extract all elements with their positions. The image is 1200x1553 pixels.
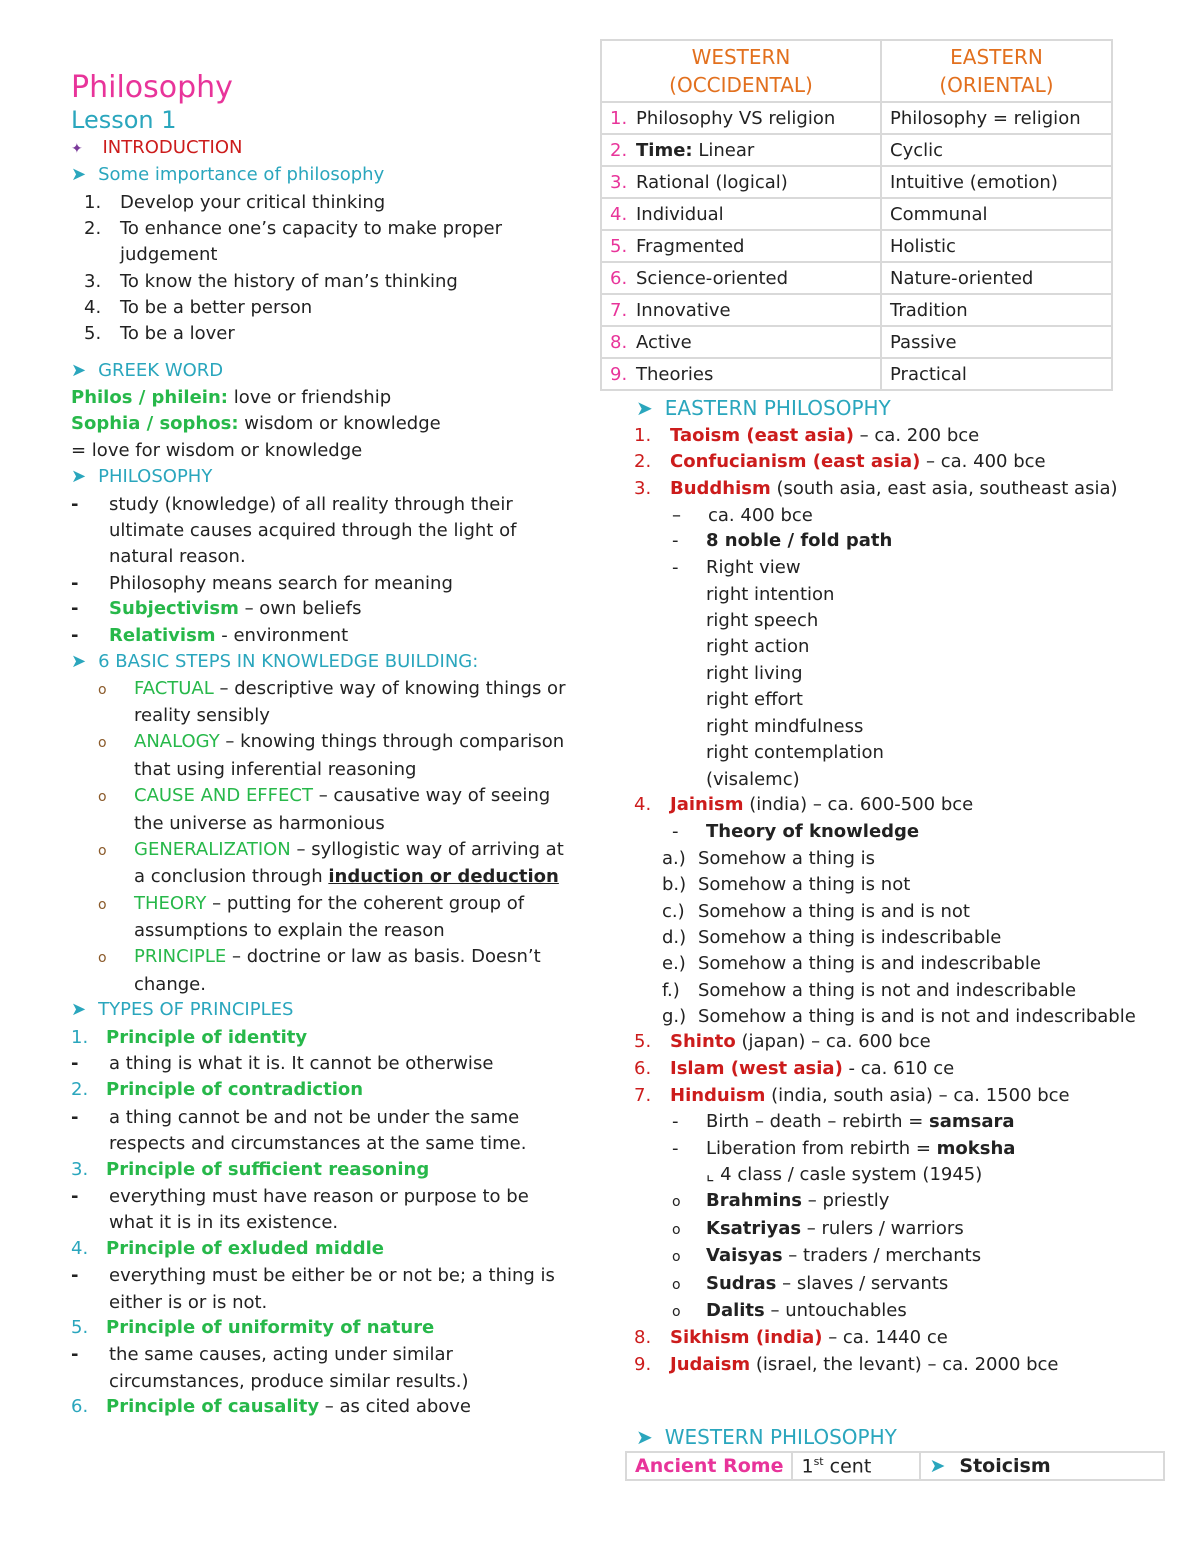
caste-item: o Ksatriyas – rulers / warriors bbox=[672, 1218, 964, 1239]
list-item-cont: natural reason. bbox=[109, 546, 246, 567]
table-row: 1. Philosophy VS religion Philosophy = religion bbox=[601, 102, 1112, 134]
religion-item: 7. Hinduism (india, south asia) – ca. 1500 bce bbox=[634, 1085, 1070, 1106]
table-row: 5. Fragmented Holistic bbox=[601, 230, 1112, 262]
principle-item: 3. Principle of sufficient reasoning bbox=[71, 1159, 430, 1180]
importance-heading: ➤ Some importance of philosophy bbox=[71, 164, 385, 185]
western-heading: ➤ WESTERN PHILOSOPHY bbox=[636, 1425, 897, 1449]
path-item: right mindfulness bbox=[706, 716, 864, 737]
jain-item: a.) Somehow a thing is bbox=[662, 848, 876, 869]
caste-item: o Brahmins – priestly bbox=[672, 1190, 890, 1211]
principles-heading: ➤ TYPES OF PRINCIPLES bbox=[71, 999, 294, 1020]
jain-item: f.) Somehow a thing is not and indescribable bbox=[662, 980, 1077, 1001]
sub-item: - 8 noble / fold path bbox=[672, 530, 893, 551]
step-item-cont: reality sensibly bbox=[134, 705, 270, 726]
religion-item: 1. Taoism (east asia) – ca. 200 bce bbox=[634, 425, 980, 446]
religion-item: 9. Judaism (israel, the levant) – ca. 2000 bce bbox=[634, 1354, 1059, 1375]
step-item: o FACTUAL – descriptive way of knowing things or bbox=[98, 678, 566, 699]
religion-item: 3. Buddhism (south asia, east asia, southeast asia) bbox=[634, 478, 1118, 499]
table-row bbox=[626, 1452, 1164, 1480]
arrow-bullet-icon: ➤ bbox=[71, 651, 87, 672]
list-item-cont: judgement bbox=[120, 244, 218, 265]
sub-item: - Theory of knowledge bbox=[672, 821, 920, 842]
table-row: 7. Innovative Tradition bbox=[601, 294, 1112, 326]
list-item: - Subjectivism – own beliefs bbox=[71, 598, 362, 619]
principle-item: 2. Principle of contradiction bbox=[71, 1079, 364, 1100]
principle-item: 4. Principle of exluded middle bbox=[71, 1238, 385, 1259]
step-item-cont: assumptions to explain the reason bbox=[134, 920, 445, 941]
arrow-bullet-icon: ➤ bbox=[71, 999, 87, 1020]
principle-desc: - a thing cannot be and not be under the same bbox=[71, 1107, 520, 1128]
arrow-bullet-icon: ➤ bbox=[636, 1425, 653, 1449]
caste-item: o Sudras – slaves / servants bbox=[672, 1273, 949, 1294]
list-item: 3. To know the history of man’s thinking bbox=[84, 271, 458, 292]
principle-desc-cont: respects and circumstances at the same time. bbox=[109, 1133, 527, 1154]
table-row: 3. Rational (logical) Intuitive (emotion) bbox=[601, 166, 1112, 198]
arrow-bullet-icon: ➤ bbox=[71, 466, 87, 487]
step-item: o GENERALIZATION – syllogistic way of arriving at bbox=[98, 839, 564, 860]
principle-desc: - everything must be either be or not be; a thing is bbox=[71, 1265, 555, 1286]
sub-item: - Birth – death – rebirth = samsara bbox=[672, 1111, 1015, 1132]
sub-item: ⌞ 4 class / casle system (1945) bbox=[706, 1164, 983, 1185]
religion-item: 5. Shinto (japan) – ca. 600 bce bbox=[634, 1031, 931, 1052]
principle-desc-cont: what it is in its existence. bbox=[109, 1212, 339, 1233]
principle-desc-cont: circumstances, produce similar results.) bbox=[109, 1371, 469, 1392]
step-item: o THEORY – putting for the coherent group of bbox=[98, 893, 525, 914]
principle-desc: - the same causes, acting under similar bbox=[71, 1344, 453, 1365]
comparison-table bbox=[600, 39, 1113, 391]
page-title: Philosophy bbox=[71, 70, 233, 105]
list-item-cont: ultimate causes acquired through the light of bbox=[109, 520, 517, 541]
jain-item: e.) Somehow a thing is and indescribable bbox=[662, 953, 1041, 974]
step-item: o CAUSE AND EFFECT – causative way of seeing bbox=[98, 785, 551, 806]
table-row: 4. Individual Communal bbox=[601, 198, 1112, 230]
step-item: o PRINCIPLE – doctrine or law as basis. Doesn’t bbox=[98, 946, 541, 967]
table-row: 9. Theories Practical bbox=[601, 358, 1112, 390]
list-item: - Relativism - environment bbox=[71, 625, 349, 646]
list-item: 2. To enhance one’s capacity to make proper bbox=[84, 218, 502, 239]
religion-item: 2. Confucianism (east asia) – ca. 400 bce bbox=[634, 451, 1046, 472]
path-item: right intention bbox=[706, 584, 835, 605]
jain-item: c.) Somehow a thing is and is not bbox=[662, 901, 970, 922]
step-item: o ANALOGY – knowing things through comparison bbox=[98, 731, 565, 752]
arrow-bullet-icon: ➤ bbox=[71, 164, 87, 185]
arrow-bullet-icon: ➤ bbox=[636, 396, 653, 420]
principle-desc: - everything must have reason or purpose to be bbox=[71, 1186, 529, 1207]
principle-desc: - a thing is what it is. It cannot be otherwise bbox=[71, 1053, 494, 1074]
intro-heading: ✦ INTRODUCTION bbox=[71, 137, 243, 158]
eastern-header: EASTERN (ORIENTAL) bbox=[881, 40, 1112, 102]
principle-item: 5. Principle of uniformity of nature bbox=[71, 1317, 435, 1338]
list-item: 1. Develop your critical thinking bbox=[84, 192, 386, 213]
western-header: WESTERN (OCCIDENTAL) bbox=[601, 40, 881, 102]
table-row: 6. Science-oriented Nature-oriented bbox=[601, 262, 1112, 294]
diamond-bullet-icon: ✦ bbox=[71, 141, 83, 157]
list-item: - Philosophy means search for meaning bbox=[71, 573, 453, 594]
list-item: 4. To be a better person bbox=[84, 297, 313, 318]
jain-item: b.) Somehow a thing is not bbox=[662, 874, 911, 895]
eastern-heading: ➤ EASTERN PHILOSOPHY bbox=[636, 396, 891, 420]
path-item: (visalemc) bbox=[706, 769, 800, 790]
caste-item: o Dalits – untouchables bbox=[672, 1300, 907, 1321]
caste-item: o Vaisyas – traders / merchants bbox=[672, 1245, 982, 1266]
list-item: 5. To be a lover bbox=[84, 323, 235, 344]
jain-item: d.) Somehow a thing is indescribable bbox=[662, 927, 1002, 948]
steps-heading: ➤ 6 BASIC STEPS IN KNOWLEDGE BUILDING: bbox=[71, 651, 479, 672]
lesson-title: Lesson 1 bbox=[71, 106, 177, 134]
religion-item: 8. Sikhism (india) – ca. 1440 ce bbox=[634, 1327, 948, 1348]
table-row: 2. Time: Linear Cyclic bbox=[601, 134, 1112, 166]
school-cell: ➤ Stoicism bbox=[920, 1452, 1164, 1480]
arrow-bullet-icon: ➤ bbox=[929, 1455, 946, 1477]
greek-heading: ➤ GREEK WORD bbox=[71, 360, 224, 381]
path-item: right effort bbox=[706, 689, 803, 710]
step-item-cont: a conclusion through induction or deduction bbox=[134, 866, 559, 887]
sub-item: - Liberation from rebirth = moksha bbox=[672, 1138, 1016, 1159]
step-item-cont: change. bbox=[134, 974, 206, 995]
principle-desc-cont: either is or is not. bbox=[109, 1292, 268, 1313]
list-item: - study (knowledge) of all reality through their bbox=[71, 494, 513, 515]
greek-result: = love for wisdom or knowledge bbox=[71, 440, 363, 461]
path-item: right living bbox=[706, 663, 803, 684]
path-item: right action bbox=[706, 636, 810, 657]
religion-item: 4. Jainism (india) – ca. 600-500 bce bbox=[634, 794, 974, 815]
western-table bbox=[625, 1451, 1165, 1481]
sub-item: - Right view bbox=[672, 557, 801, 578]
path-item: right contemplation bbox=[706, 742, 884, 763]
principle-item: 6. Principle of causality – as cited above bbox=[71, 1396, 472, 1417]
path-item: right speech bbox=[706, 610, 819, 631]
greek-sophia: Sophia / sophos: wisdom or knowledge bbox=[71, 413, 441, 434]
principle-item: 1. Principle of identity bbox=[71, 1027, 308, 1048]
century-cell: 1st cent bbox=[792, 1452, 920, 1480]
philosophy-heading: ➤ PHILOSOPHY bbox=[71, 466, 213, 487]
religion-item: 6. Islam (west asia) - ca. 610 ce bbox=[634, 1058, 955, 1079]
step-item-cont: the universe as harmonious bbox=[134, 813, 385, 834]
step-item-cont: that using inferential reasoning bbox=[134, 759, 417, 780]
greek-philos: Philos / philein: love or friendship bbox=[71, 387, 392, 408]
sub-item: – ca. 400 bce bbox=[672, 505, 813, 526]
era-cell: Ancient Rome bbox=[626, 1452, 792, 1480]
arrow-bullet-icon: ➤ bbox=[71, 360, 87, 381]
jain-item: g.) Somehow a thing is and is not and indescribable bbox=[662, 1006, 1136, 1027]
table-row: 8. Active Passive bbox=[601, 326, 1112, 358]
